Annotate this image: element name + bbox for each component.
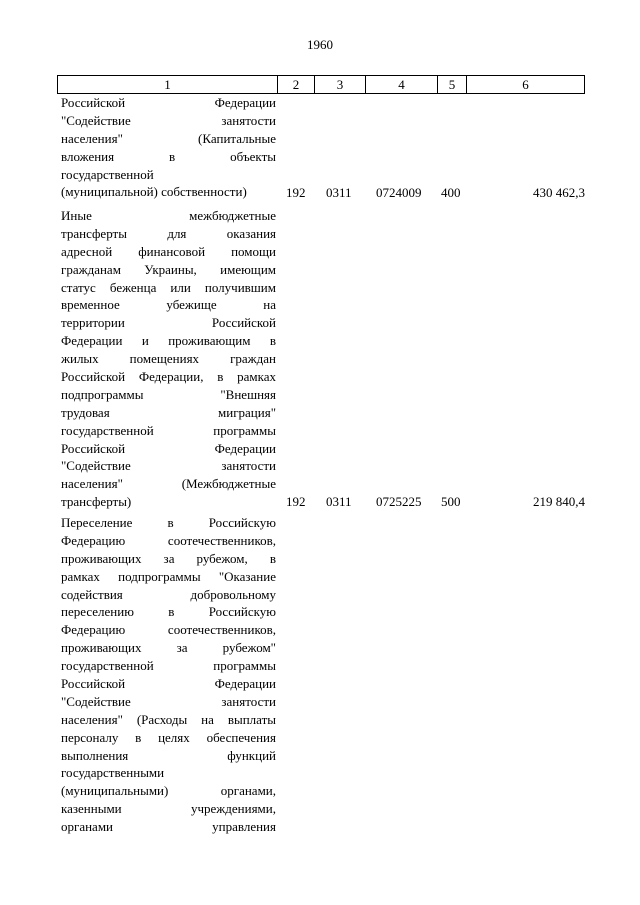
description-line: жилых помещениях граждан <box>61 351 276 367</box>
cell-col2: 192 <box>286 494 306 510</box>
description-line: территории Российской <box>61 315 276 331</box>
description-line: Иные межбюджетные <box>61 208 276 223</box>
cell-col4: 0724009 <box>376 184 422 200</box>
description-line: государственными <box>61 765 165 781</box>
column-header-3: 3 <box>315 76 366 94</box>
column-header-1: 1 <box>58 76 278 94</box>
description-line: Переселение в Российскую <box>61 515 276 530</box>
cell-col5: 500 <box>441 494 461 510</box>
description-line: гражданам Украины, имеющим <box>61 261 276 277</box>
description-line: Федерацию соотечественников, <box>61 622 276 638</box>
description-line: временное убежище на <box>61 297 276 313</box>
column-header-4: 4 <box>366 76 438 94</box>
description-line: рамках подпрограммы "Оказание <box>61 568 276 584</box>
description-line: (муниципальными) органами, <box>61 783 276 799</box>
description-line: вложения в объекты <box>61 148 276 164</box>
description-line: Федерации и проживающим в <box>61 333 276 349</box>
description-line: населения" (Расходы на выплаты <box>61 711 276 727</box>
description-line: трансферты для оказания <box>61 225 276 241</box>
description-line: Российской Федерации <box>61 440 276 456</box>
description-line: подпрограммы "Внешняя <box>61 386 276 402</box>
description-line: "Содействие занятости <box>61 458 276 474</box>
description-line: трансферты) <box>61 494 132 510</box>
description-line: выполнения функций <box>61 747 276 763</box>
cell-col2: 192 <box>286 184 306 200</box>
column-header-6: 6 <box>467 76 585 94</box>
cell-col3: 0311 <box>326 494 352 510</box>
description-line: "Содействие занятости <box>61 112 276 128</box>
description-line: государственной программы <box>61 658 276 674</box>
description-line: Федерацию соотечественников, <box>61 532 276 548</box>
row-description <box>61 514 276 836</box>
cell-col6: 219 840,4 <box>533 494 585 510</box>
page-number: 1960 <box>307 37 333 52</box>
description-line: проживающих за рубежом" <box>61 640 276 656</box>
description-line: "Содействие занятости <box>61 693 276 709</box>
cell-col4: 0725225 <box>376 494 422 510</box>
description-line: трудовая миграция" <box>61 404 276 420</box>
description-line: переселению в Российскую <box>61 604 276 620</box>
row-description <box>61 94 276 201</box>
description-line: населения" (Капитальные <box>61 130 276 146</box>
description-line: статус беженца или получившим <box>61 279 276 295</box>
cell-col3: 0311 <box>326 184 352 200</box>
cell-col6: 430 462,3 <box>533 184 585 200</box>
column-header-row <box>57 75 585 94</box>
column-header-2: 2 <box>278 76 315 94</box>
description-line: (муниципальной) собственности) <box>61 184 247 200</box>
description-line: Российской Федерации, в рамках <box>61 369 276 385</box>
column-header-5: 5 <box>438 76 467 94</box>
description-line: казенными учреждениями, <box>61 801 276 817</box>
description-line: персоналу в целях обеспечения <box>61 729 276 745</box>
description-line: населения" (Межбюджетные <box>61 476 276 492</box>
description-line: адресной финансовой помощи <box>61 243 276 259</box>
cell-col5: 400 <box>441 184 461 200</box>
row-description <box>61 207 276 511</box>
description-line: органами управления <box>61 819 276 835</box>
description-line: Российской Федерации <box>61 676 276 692</box>
description-line: государственной <box>61 166 154 182</box>
description-line: Российской Федерации <box>61 95 276 110</box>
description-line: государственной программы <box>61 422 276 438</box>
description-line: проживающих за рубежом, в <box>61 550 276 566</box>
description-line: содействия добровольному <box>61 586 276 602</box>
